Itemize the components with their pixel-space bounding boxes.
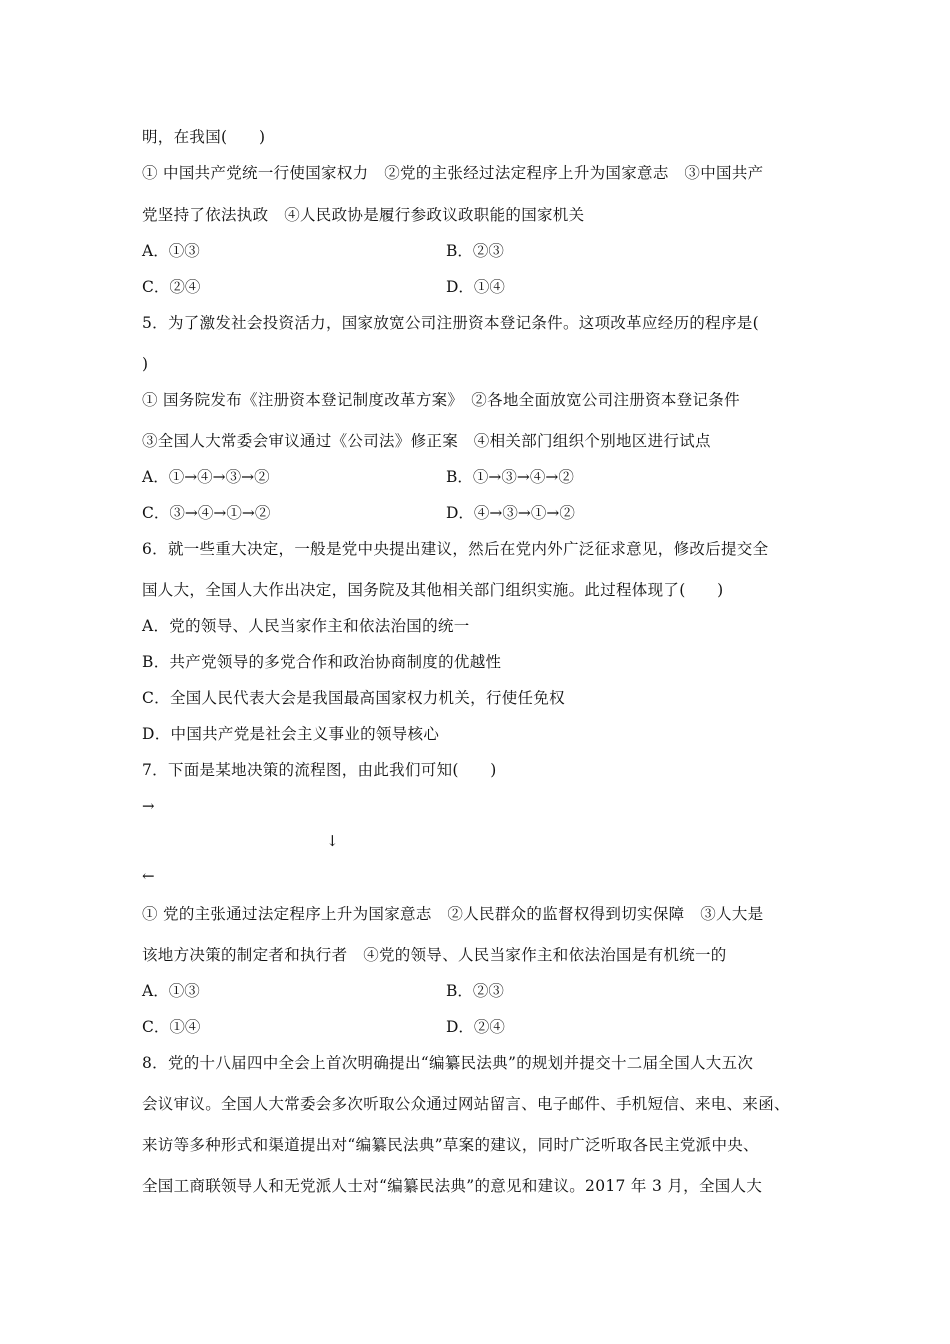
flow-arrow-left-icon: ←	[142, 867, 155, 885]
q4-option-a: A．①③	[142, 242, 200, 260]
q8-line-4: 全国工商联领导人和无党派人士对“编纂民法典”的意见和建议。2017 年 3 月，全国人大	[142, 1177, 763, 1195]
flow-arrow-down-icon: ↓	[326, 832, 339, 850]
q7-option-b: B．②③	[446, 982, 504, 1000]
q6-option-a: A．党的领导、人民当家作主和依法治国的统一	[142, 617, 470, 635]
q4-option-c: C．②④	[142, 278, 201, 296]
q6-stem-line-2: 国人大，全国人大作出决定，国务院及其他相关部门组织实施。此过程体现了( )	[142, 581, 724, 599]
q5-option-d: D．④→③→①→②	[446, 504, 575, 522]
q8-line-3: 来访等多种形式和渠道提出对“编纂民法典”草案的建议，同时广泛听取各民主党派中央、	[142, 1136, 759, 1154]
q7-option-c: C．①④	[142, 1018, 201, 1036]
q7-items-line-2: 该地方决策的制定者和执行者 ④党的领导、人民当家作主和依法治国是有机统一的	[142, 946, 727, 964]
q5-option-c: C．③→④→①→②	[142, 504, 271, 522]
q6-option-c: C．全国人民代表大会是我国最高国家权力机关，行使任免权	[142, 689, 565, 707]
q4-stem-tail: 明，在我国( )	[142, 128, 266, 146]
q5-items-line-1: ① 国务院发布《注册资本登记制度改革方案》 ②各地全面放宽公司注册资本登记条件	[142, 391, 740, 409]
q4-option-b: B．②③	[446, 242, 504, 260]
q5-stem-line-1: 5．为了激发社会投资活力，国家放宽公司注册资本登记条件。这项改革应经历的程序是(	[142, 314, 759, 332]
q8-line-2: 会议审议。全国人大常委会多次听取公众通过网站留言、电子邮件、手机短信、来电、来函、	[142, 1095, 790, 1113]
q4-items-line-2: 党坚持了依法执政 ④人民政协是履行参政议政职能的国家机关	[142, 206, 585, 224]
q7-stem: 7．下面是某地决策的流程图，由此我们可知( )	[142, 761, 497, 779]
q4-items-line-1: ① 中国共产党统一行使国家权力 ②党的主张经过法定程序上升为国家意志 ③中国共产	[142, 164, 764, 182]
q6-stem-line-1: 6．就一些重大决定，一般是党中央提出建议，然后在党内外广泛征求意见，修改后提交全	[142, 540, 769, 558]
q5-option-b: B．①→③→④→②	[446, 468, 574, 486]
q5-stem-line-2: )	[142, 355, 149, 373]
flow-arrow-right-icon: →	[142, 797, 155, 815]
q7-option-a: A．①③	[142, 982, 200, 1000]
q6-option-d: D．中国共产党是社会主义事业的领导核心	[142, 725, 440, 743]
q7-option-d: D．②④	[446, 1018, 505, 1036]
q6-option-b: B．共产党领导的多党合作和政治协商制度的优越性	[142, 653, 502, 671]
q5-items-line-2: ③全国人大常委会审议通过《公司法》修正案 ④相关部门组织个别地区进行试点	[142, 432, 711, 450]
q8-line-1: 8．党的十八届四中全会上首次明确提出“编纂民法典”的规划并提交十二届全国人大五次	[142, 1054, 754, 1072]
q4-option-d: D．①④	[446, 278, 505, 296]
q5-option-a: A．①→④→③→②	[142, 468, 270, 486]
q7-items-line-1: ① 党的主张通过法定程序上升为国家意志 ②人民群众的监督权得到切实保障 ③人大是	[142, 905, 764, 923]
